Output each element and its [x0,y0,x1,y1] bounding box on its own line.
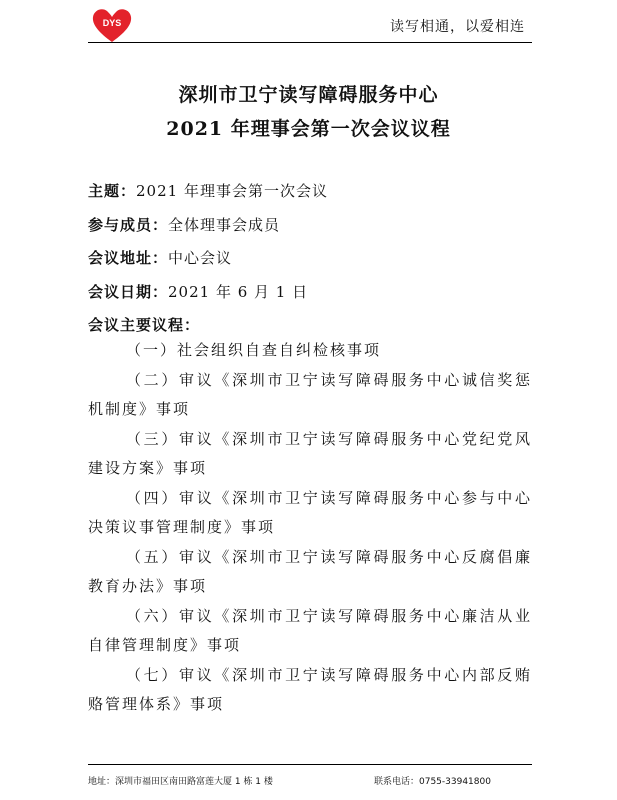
topic-value: 2021 年理事会第一次会议 [136,182,328,200]
dys-logo [90,6,134,44]
footer-divider [88,764,532,765]
date-value: 2021 年 6 月 1 日 [168,283,309,301]
agenda-item: （六）审议《深圳市卫宁读写障碍服务中心廉洁从业自律管理制度》事项 [88,606,532,654]
logo-text: DYS [102,18,122,28]
agenda-heading [88,314,200,335]
members-label: 参与成员： [88,216,169,234]
agenda-item: （一）社会组织自查自纠检核事项 [126,341,382,359]
agenda-label: 会议主要议程： [88,316,201,334]
location-value: 中心会议 [168,249,233,267]
agenda-item: （七）审议《深圳市卫宁读写障碍服务中心内部反贿赂管理体系》事项 [88,665,532,713]
agenda-list [88,336,532,720]
agenda-item: （三）审议《深圳市卫宁读写障碍服务中心党纪党风建设方案》事项 [88,429,532,477]
header-divider [88,42,532,43]
agenda-item: （四）审议《深圳市卫宁读写障碍服务中心参与中心决策议事管理制度》事项 [88,488,532,536]
document-title: 深圳市卫宁读写障碍服务中心 [178,84,439,106]
location-label: 会议地址： [88,249,169,267]
date-field [88,281,308,302]
topic-label: 主题： [88,182,137,200]
date-label: 会议日期： [88,283,169,301]
agenda-item: （二）审议《深圳市卫宁读写障碍服务中心诚信奖惩机制度》事项 [88,370,532,418]
agenda-item: （五）审议《深圳市卫宁读写障碍服务中心反腐倡廉教育办法》事项 [88,547,532,595]
footer-phone: 联系电话：0755-33941800 [374,777,491,787]
footer-address: 地址：深圳市福田区南田路富莲大厦 1 栋 1 楼 [88,777,273,787]
members-field [88,214,280,235]
location-field [88,247,232,268]
members-value: 全体理事会成员 [168,216,281,234]
header-slogan: 读写相通，以爱相连 [390,19,525,35]
document-subtitle: 2021 年理事会第一次会议议程 [166,118,451,140]
topic-field [88,180,328,201]
